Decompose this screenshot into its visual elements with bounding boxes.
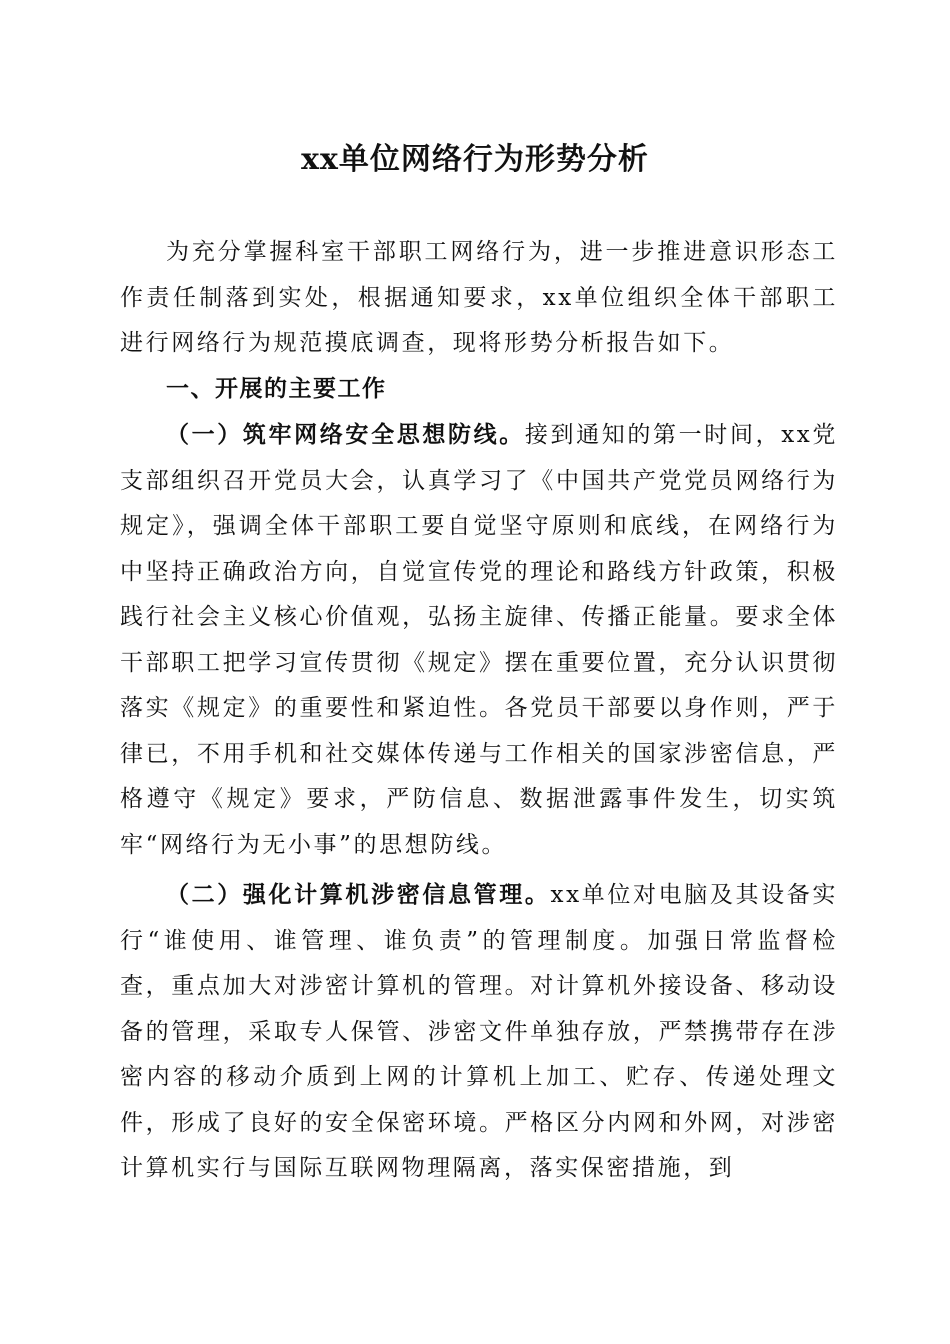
item-text: 接到通知的第一时间，xx党支部组织召开党员大会，认真学习了《中国共产党党员网络行为规定》，强调全体干部职工要自觉坚守原则和底线，在网络行为中坚持正确政治方向，自觉宣传党的理论和路线方针政策，积极践行社会主义核心价值观，弘扬主旋律、传播正能量。要求全体干部职工把学习宣传贯彻《规定》摆在重要位置，充分认识贯彻落实《规定》的重要性和紧迫性。各党员干部要以身作则，严于律已，不用手机和社交媒体传递与工作相关的国家涉密信息，严格遵守《规定》要求，严防信息、数据泄露事件发生，切实筑牢“网络行为无小事”的思想防线。 — [120, 422, 838, 858]
section-heading: 一、开展的主要工作 — [166, 375, 387, 402]
intro-paragraph: 为充分掌握科室干部职工网络行为，进一步推进意识形态工作责任制落到实处，根据通知要求，xx单位组织全体干部职工进行网络行为规范摸底调查，现将形势分析报告如下。 — [120, 239, 838, 356]
item-lead: （一）筑牢网络安全思想防线。 — [166, 421, 525, 448]
item-lead: （二）强化计算机涉密信息管理。 — [166, 881, 551, 908]
item-text: xx单位对电脑及其设备实行“谁使用、谁管理、谁负责”的管理制度。加强日常监督检查，重点加大对涉密计算机的管理。对计算机外接设备、移动设备的管理，采取专人保管、涉密文件单独存放，严禁携带存在涉密内容的移动介质到上网的计算机上加工、贮存、传递处理文件，形成了良好的安全保密环境。严格区分内网和外网，对涉密计算机实行与国际互联网物理隔离，落实保密措施，到 — [120, 882, 838, 1181]
document-body — [120, 230, 838, 1192]
section-item-paragraph — [120, 872, 838, 1192]
document-title: xx单位网络行为形势分析 — [301, 142, 649, 177]
section-item-paragraph — [120, 412, 838, 868]
